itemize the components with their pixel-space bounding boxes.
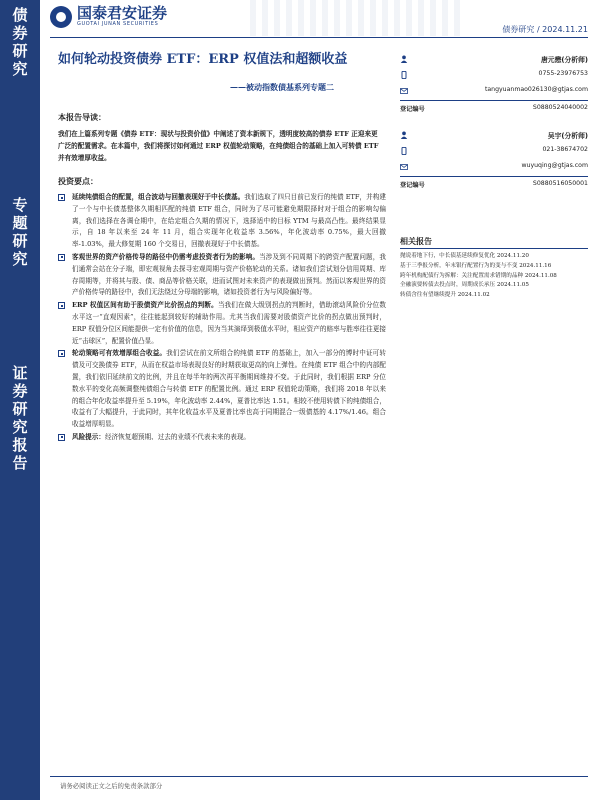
analyst-card bbox=[400, 50, 588, 114]
related-report-link[interactable]: 基于三季报分析，年末银行配置行为的变与不变 2024.11.16 bbox=[400, 262, 552, 269]
analyst-name: 吴宇(分析师) bbox=[547, 132, 588, 140]
key-point bbox=[58, 300, 386, 347]
footer-divider bbox=[50, 776, 588, 777]
related-report-link[interactable]: 转债含往有望继续提升 2024.11.02 bbox=[400, 292, 490, 299]
report-category-date: 债券研究 / 2024.11.21 bbox=[502, 25, 588, 34]
intro-body: 我们在上篇系列专题《债券 ETF：现状与投资价值》中阐述了资本新规下，透明度较高的债券 ETF 正迎来更广泛的配置需求。在本篇中，我们将探讨如何通过 ERP 权值轮动策略，在纯债组合的基础上加入可转债 ETF 并有效增厚收益。 bbox=[58, 130, 379, 162]
analyst-registration bbox=[400, 176, 588, 189]
bullet-icon bbox=[58, 434, 65, 441]
key-point bbox=[58, 348, 386, 431]
phone-icon bbox=[400, 147, 408, 155]
person-icon bbox=[400, 131, 408, 139]
sidebar-text: 债券研究 bbox=[12, 6, 28, 78]
bullet-icon bbox=[58, 254, 65, 261]
key-points-list bbox=[58, 192, 386, 445]
logo-name-cn: 国泰君安证券 bbox=[77, 4, 168, 22]
related-report-link[interactable]: 抛说着地下行，中长债基延续修复优化 2024.11.20 bbox=[400, 253, 529, 259]
sidebar-text: 专题研究 bbox=[12, 196, 28, 268]
key-point-heading: ERP 权值区间有助于股债资产比价拐点的判断。 bbox=[72, 301, 218, 310]
key-points-heading: 投资要点： bbox=[58, 176, 98, 186]
report-subtitle: ——被动指数债基系列专题二 bbox=[230, 82, 334, 92]
analyst-phone: 021-38674702 bbox=[542, 146, 588, 153]
phone-icon bbox=[400, 71, 408, 79]
sidebar bbox=[0, 0, 40, 800]
bullet-icon bbox=[58, 194, 65, 201]
key-point bbox=[58, 252, 386, 299]
report-title: 如何轮动投资债券 ETF：ERP 权值法和超额收益 bbox=[58, 52, 348, 67]
email-icon bbox=[400, 163, 408, 171]
risk-warning-heading: 风险提示： bbox=[72, 432, 105, 441]
registration-number: S0880524040002 bbox=[532, 104, 588, 111]
disclaimer-footer: 请务必阅读正文之后的免责条款部分 bbox=[60, 782, 163, 790]
analyst-name: 唐元懋(分析师) bbox=[541, 56, 588, 64]
key-point-text: 当我们在做大级别拐点的判断时，借助滚动风险价分位数水平这一“直观因素”，往往能起到较好的辅助作用。尤其当我们需要对股债资产比价的拐点做出预判时，ERP 权值分位区间能提供一定有价值的信息，因为当其演绎到极值水平时，相应资产的赔率与胜率往往更接近“击球区”，配置价值凸显。 bbox=[72, 301, 387, 345]
key-point-text: 我们尝试在前文所组合的纯债 ETF 的基础上，加入一部分的博时中证可转债及可交换债券 ETF，从而在权益市场表现良好的时期获取更高的向上弹性。在纯债 ETF 组合中的内部配置，我们依旧延续前文的比例，并且在每半年的两次再平衡期间维持不变。于此同时，我们根据 ERP 分位数水平的变化高频调整纯债组合与转债 ETF 的配置比例。通过 ERP 权值轮动策略，我们将 2018 年以来的组合年化收益率提升至 5.19%，年化波动率 2.44%，夏普比率达 1.51。相较不使用转债下的纯债组合，收益有了大幅提升，于此同时，其年化收益水平及夏普比率也高于同期混合一级债基的 4.17%/1.46。组合收益增厚明显。 bbox=[72, 349, 387, 429]
risk-warning-text: 经济恢复超预期、过去的业绩不代表未来的表现。 bbox=[104, 432, 251, 441]
analyst-email: tangyuanmao026130@gtjas.com bbox=[484, 86, 588, 93]
header-divider bbox=[50, 37, 588, 38]
person-icon bbox=[400, 55, 408, 63]
intro-heading: 本报告导读： bbox=[58, 112, 106, 122]
analyst-email: wuyuqing@gtjas.com bbox=[521, 162, 588, 169]
related-reports-list bbox=[400, 252, 588, 301]
key-point-text: 当涉及到不同周期下的跨资产配置问题，我们通常会站在分子端，即宏观视角去探寻宏观周期与资产价格轮动的关系。诸如我们尝试划分信用周期、库存周期等，并将其与股、债、商品等价格关联，进而试图对未来资产的表现做出预判。然而以客观世界的资产价格传导的路径中，我们无法绕过分母端的影响，诸如投资者行为与风险偏好等。 bbox=[72, 252, 387, 297]
analyst-phone: 0755-23976753 bbox=[538, 70, 588, 77]
key-point bbox=[58, 192, 386, 251]
related-reports-divider bbox=[400, 248, 588, 249]
registration-number: S0880516050001 bbox=[532, 180, 588, 187]
analyst-column bbox=[400, 50, 588, 190]
analyst-card bbox=[400, 126, 588, 190]
related-report-link[interactable]: 跨年机构配债行为拆解：关注配置需求错期的品种 2024.11.08 bbox=[400, 272, 557, 279]
key-point-heading: 轮动策略可有效增厚组合收益。 bbox=[72, 349, 167, 358]
registration-label: 登记编号 bbox=[400, 182, 425, 189]
header-decoration bbox=[250, 0, 460, 36]
related-reports-heading: 相关报告 bbox=[400, 237, 432, 246]
logo-icon bbox=[50, 6, 72, 28]
key-point bbox=[58, 432, 386, 444]
key-point-heading: 延续纯债组合的配置，组合波动与回撤表现好于中长债基。 bbox=[72, 193, 245, 201]
sidebar-label-special-research bbox=[0, 196, 40, 268]
logo-name-en: GUOTAI JUNAN SECURITIES bbox=[77, 21, 159, 27]
logo-text bbox=[77, 6, 167, 28]
company-logo bbox=[50, 6, 167, 28]
key-point-text: 我们选取了四只目前已发行的纯债 ETF，并构建了一个与中长债基整体久期相匹配的纯债 ETF 组合，同时为了尽可能避免期限择时对于组合的影响勾偏离，我们选择在各调仓期中，在给定组合久期的情况下，选择适中的目标 YTM 与最高凸性。最终结果显示，自 18 年以来至 24 年 11 月，组合实现年化收益率 3.56%，年化波动率 0.75%，最大回撤率-1.03%，最大修复期 160 个交易日，回撤表现好于中长债基。 bbox=[72, 193, 387, 249]
bullet-icon bbox=[58, 302, 65, 309]
key-point-heading: 客观世界的资产价格传导的路径中仍需考虑投资者行为的影响。 bbox=[72, 252, 260, 261]
email-icon bbox=[400, 87, 408, 95]
registration-label: 登记编号 bbox=[400, 106, 425, 113]
sidebar-label-securities-report bbox=[0, 364, 40, 472]
analyst-registration bbox=[400, 100, 588, 113]
sidebar-label-bond-research bbox=[0, 6, 40, 78]
related-report-link[interactable]: 全融演要转债去投点时，周期成长承压 2024.11.05 bbox=[400, 282, 529, 289]
bullet-icon bbox=[58, 350, 65, 357]
sidebar-text: 证券研究报告 bbox=[12, 364, 28, 472]
